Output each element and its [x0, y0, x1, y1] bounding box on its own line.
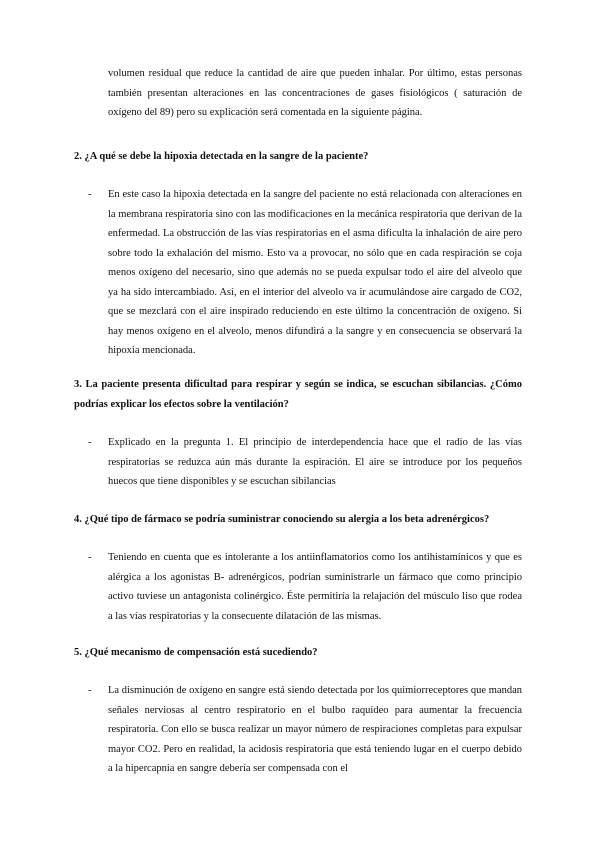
section-3-bullet: - [88, 437, 92, 448]
section-5-answer: La disminución de oxígeno en sangre está siendo detectada por los quimiorreceptores que mandan señales nerviosas al centro respiratorio en el bulbo raquídeo para aumentar la frecuencia respiratoria. Con ello se busca realizar un mayor número de respiraciones completas para expulsar mayor CO2. Pero en realidad, la acidosis respiratoria que está teniendo lugar en el cuerpo debido a la hipercapnia en sangre debería ser compensada con el [108, 685, 522, 774]
section-5-heading: 5. ¿Qué mecanismo de compensación está sucediendo? [74, 647, 318, 658]
section-2-answer: En este caso la hipoxia detectada en la sangre del paciente no está relacionada con alteraciones en la membrana respiratoria sino con las modificaciones en la mecánica respiratoria que derivan de la enfermedad. La obstrucción de las vías respiratorias en el asma dificulta la inhalación de aire pero sobre todo la exhalación del mismo. Esto va a provocar, no sólo que en cada respiración se coja menos oxígeno del necesario, sino que además no se pueda expulsar todo el aire del alveolo que ya ha sido intercambiado. Así, en el interior del alveolo va ir acumulándose aire cargado de CO2, que se mezclará con el aire inspirado reduciendo en este último la concentración de oxígeno. Si hay menos oxígeno en el alveolo, menos difundirá a la sangre y en consecuencia se observará la hipoxia mencionada. [108, 189, 522, 356]
section-2-heading: 2. ¿A qué se debe la hipoxia detectada en la sangre de la paciente? [74, 151, 369, 162]
intro-paragraph: volumen residual que reduce la cantidad de aire que pueden inhalar. Por último, estas personas también presentan alteraciones en las concentraciones de gases fisiológicos ( saturación de oxígeno del 89) pero su explicación será comentada en la siguiente página. [108, 68, 522, 118]
section-4-bullet: - [88, 552, 92, 563]
section-4-heading: 4. ¿Qué tipo de fármaco se podría suministrar conociendo su alergia a los beta adrenérgicos? [74, 514, 490, 525]
section-2-bullet: - [88, 189, 92, 200]
section-3-answer: Explicado en la pregunta 1. El principio de interdependencia hace que el radio de las vías respiratorias se reduzca aún más durante la espiración. El aire se introduce por los pequeños huecos que tiene disponibles y se escuchan sibilancias [108, 437, 522, 487]
section-4-answer: Teniendo en cuenta que es intolerante a los antiinflamatorios como los antihistamínicos y que es alérgica a los agonistas B- adrenérgicos, podrían suministrarle un fármaco que como principio activo tuviese un antagonista colinérgico. Éste permitiría la relajación del músculo liso que rodea a las vías respiratorias y la consecuente dilatación de las mismas. [108, 552, 522, 622]
section-3-heading: 3. La paciente presenta dificultad para respirar y según se indica, se escuchan sibilancias. ¿Cómo podrías explicar los efectos sobre la ventilación? [74, 379, 522, 410]
section-5-bullet: - [88, 685, 92, 696]
